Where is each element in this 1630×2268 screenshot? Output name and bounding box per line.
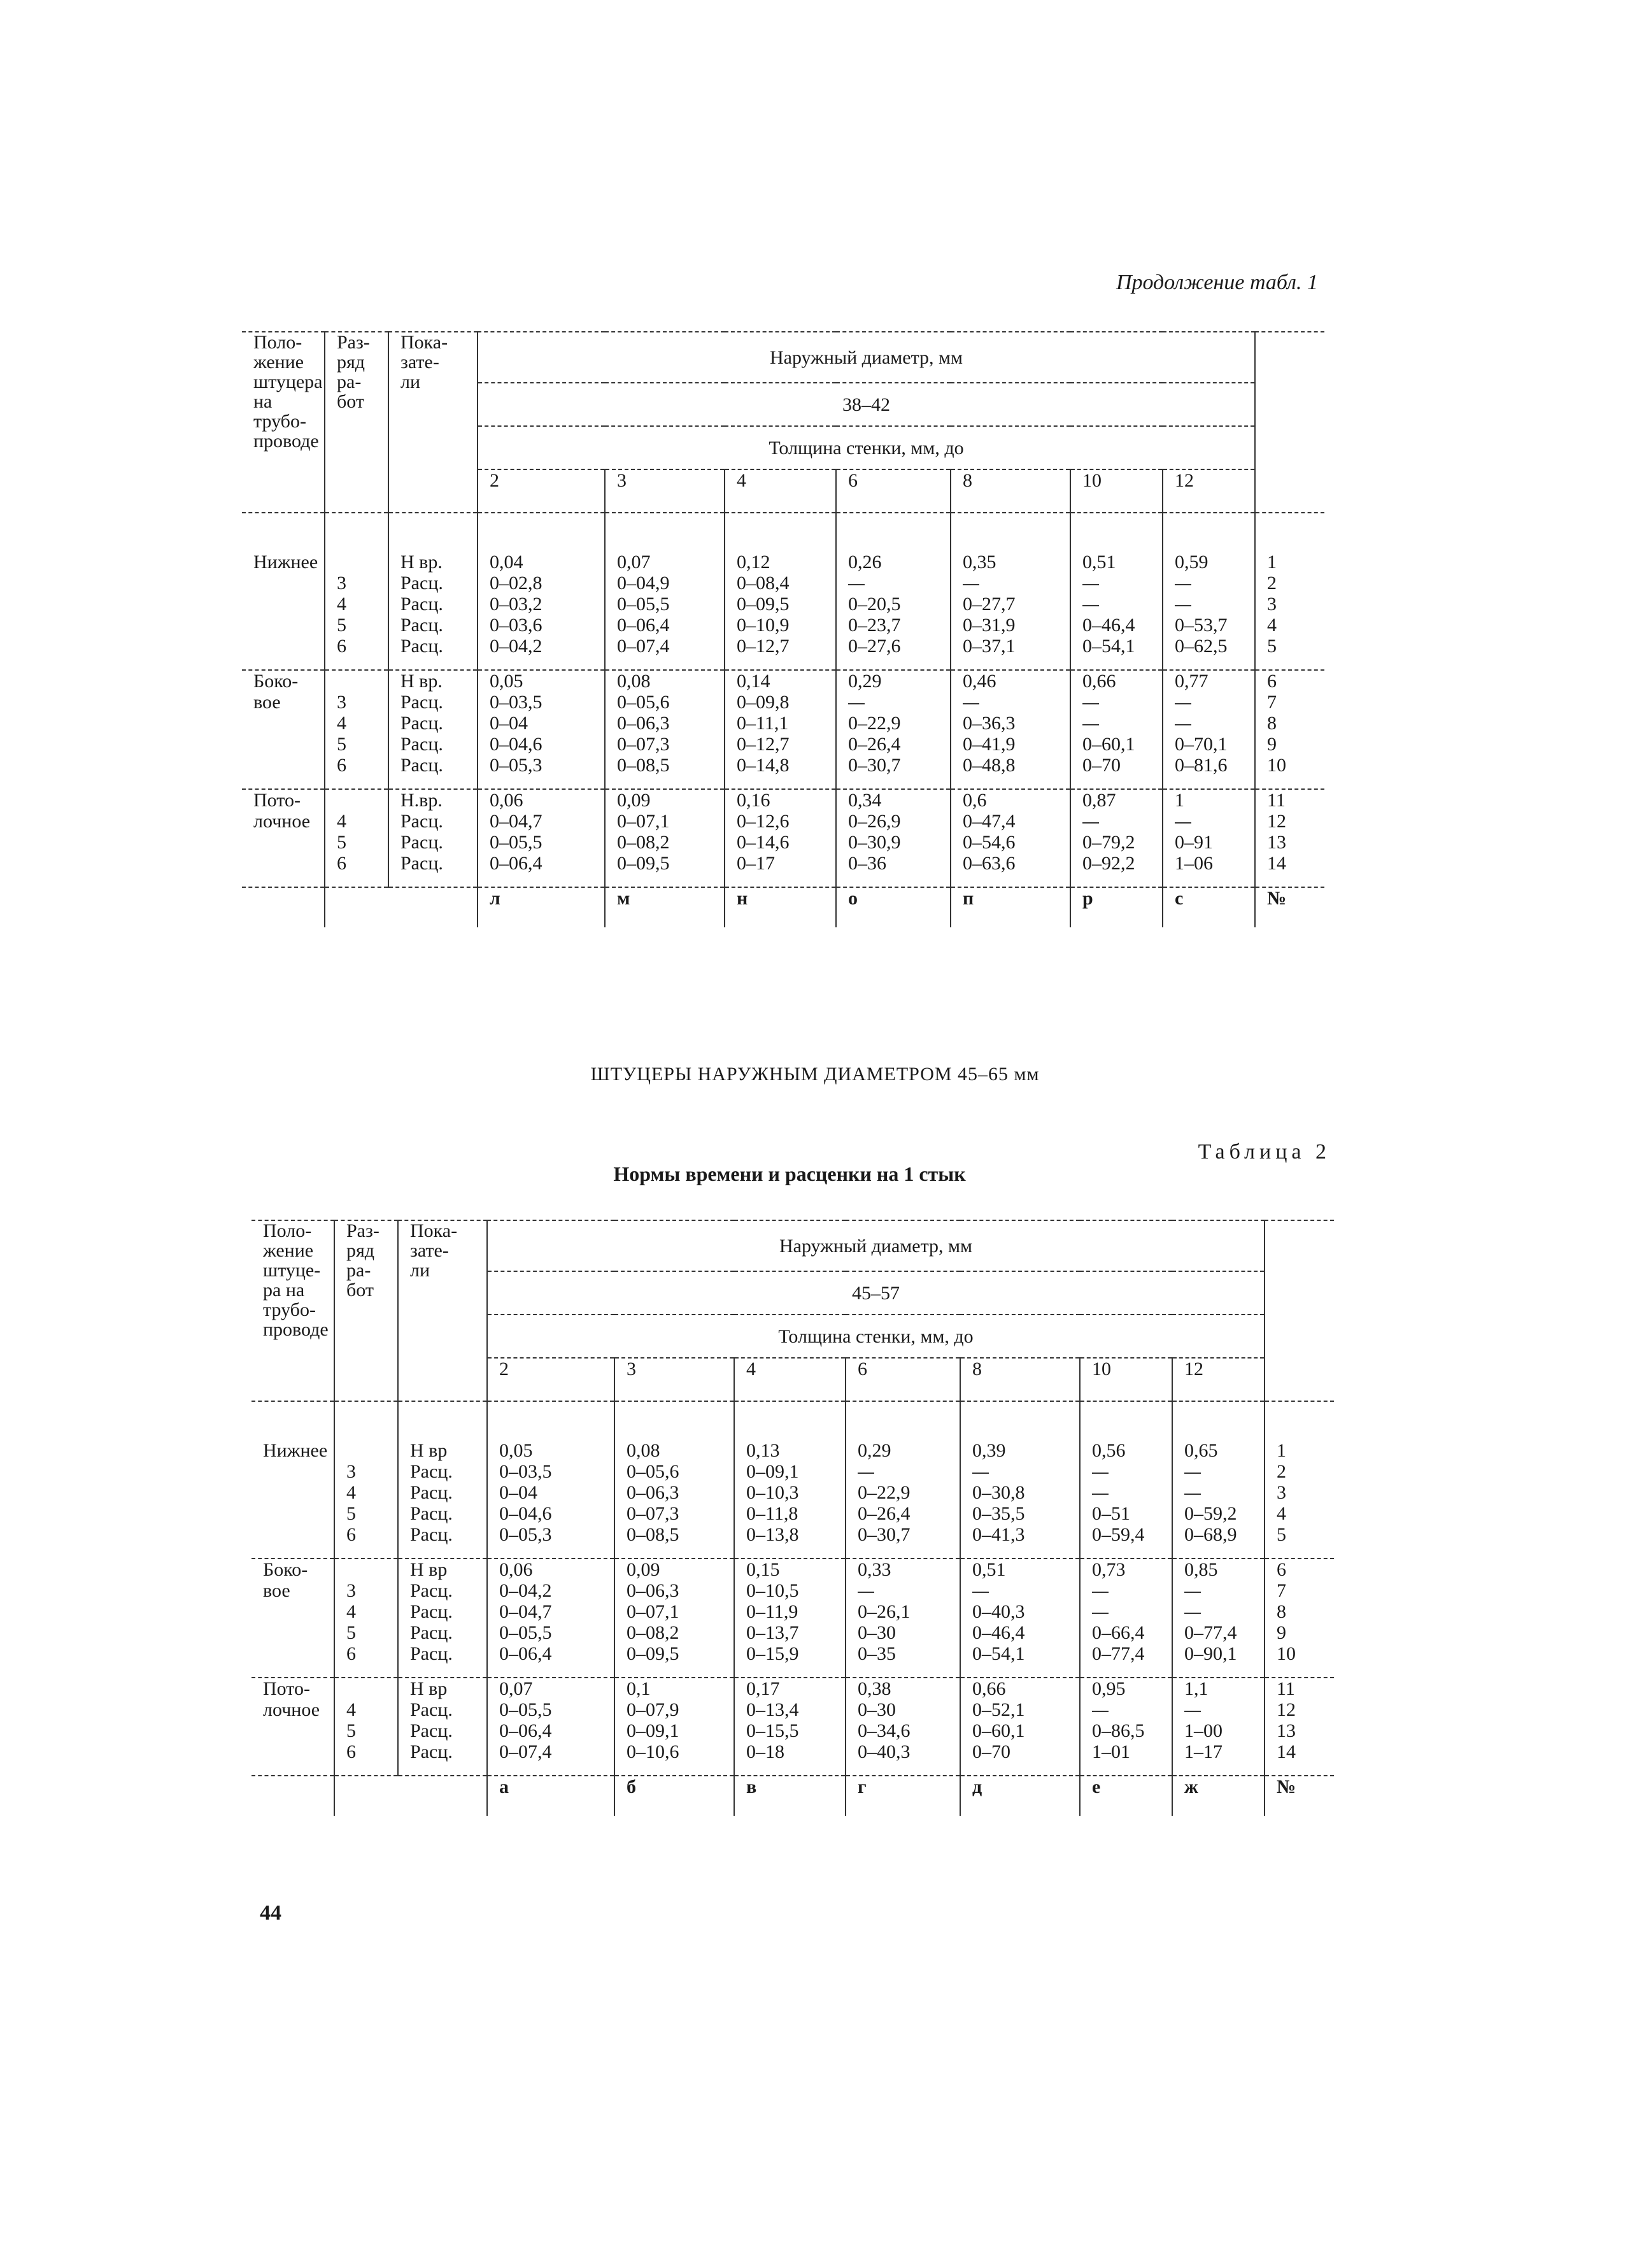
value-cell: 0,95 0–86,5 1–01 [1080,1678,1172,1762]
col-header-indicators: Пока- зате- ли [388,332,478,469]
column-letter: л [478,888,605,927]
thickness-value: 10 [1080,1358,1172,1401]
thickness-value: 4 [734,1358,846,1401]
value-cell: 0,15 0–10,5 0–11,9 0–13,7 0–15,9 [734,1559,846,1664]
value-cell: 0,14 0–09,8 0–11,1 0–12,7 0–14,8 [725,671,836,776]
norms-table-1 [242,331,1324,927]
gap-cell [960,1664,1080,1678]
continuation-label: Продолжение табл. 1 [1116,271,1318,294]
value-cell: 0,12 0–08,4 0–09,5 0–10,9 0–12,7 [725,513,836,657]
indicator-list: Н вр Расц. Расц. Расц. [398,1678,487,1762]
gap-cell [951,874,1070,887]
value-cell: 0,51 0–46,4 0–54,1 [1070,513,1163,657]
gap-cell [325,657,388,670]
header-spacer [325,469,388,513]
value-cell: 0,85 0–77,4 0–90,1 [1172,1559,1265,1664]
gap-cell [725,776,836,789]
header-spacer [242,469,325,513]
grade-list: 3 4 5 6 [334,1402,398,1545]
value-cell: 0,33 0–26,1 0–30 0–35 [846,1559,960,1664]
thickness-value: 6 [836,469,951,513]
column-letter: д [960,1776,1080,1816]
gap-cell [1080,1762,1172,1776]
value-cell: 0,46 0–36,3 0–41,9 0–48,8 [951,671,1070,776]
gap-cell [1163,874,1255,887]
gap-cell [1070,776,1163,789]
column-letter: о [836,888,951,927]
header-spacer [398,1358,487,1401]
thickness-value: 12 [1172,1358,1265,1401]
col-header-position: Поло- жение штуцера на трубо- проводе [253,332,323,452]
value-cell: 0,51 0–40,3 0–46,4 0–54,1 [960,1559,1080,1664]
thickness-value: 6 [846,1358,960,1401]
gap-cell [1255,657,1324,670]
thickness-value: 3 [614,1358,734,1401]
value-cell: 0,06 0–04,7 0–05,5 0–06,4 [478,790,605,874]
col-header-grade: Раз- ряд ра- бот [334,1221,398,1358]
value-cell: 0,65 0–59,2 0–68,9 [1172,1402,1265,1545]
gap-cell [252,1664,334,1678]
gap-cell [1255,776,1324,789]
value-cell: 0,08 0–05,6 0–06,3 0–07,3 0–08,5 [614,1402,734,1545]
value-cell: 1,1 1–00 1–17 [1172,1678,1265,1762]
value-cell: 0,56 0–51 0–59,4 [1080,1402,1172,1545]
value-cell: 0,39 0–30,8 0–35,5 0–41,3 [960,1402,1080,1545]
gap-cell [1265,1545,1334,1558]
row-number-header [1265,1221,1334,1358]
gap-cell [388,874,478,887]
value-cell: 0,66 0–52,1 0–60,1 0–70 [960,1678,1080,1762]
position-label: Нижнее [253,552,318,573]
gap-cell [846,1664,960,1678]
number-symbol: № [1255,888,1324,927]
number-symbol: № [1265,1776,1334,1816]
gap-cell [734,1545,846,1558]
gap-cell [836,776,951,789]
thickness-value: 3 [605,469,725,513]
gap-cell [325,874,388,887]
gap-cell [1265,1762,1334,1776]
section-title: ШТУЦЕРЫ НАРУЖНЫМ ДИАМЕТРОМ 45–65 мм [590,1064,1040,1085]
col-header-indicators: Пока- зате- ли [398,1221,487,1358]
position-label: Нижнее [263,1440,328,1461]
norms-table-2 [252,1220,1334,1816]
gap-cell [334,1545,398,1558]
gap-cell [1070,874,1163,887]
value-cell: 0,34 0–26,9 0–30,9 0–36 [836,790,951,874]
gap-cell [614,1664,734,1678]
page-number: 44 [260,1901,281,1925]
gap-cell [734,1762,846,1776]
row-numbers: 6 7 8 9 10 [1255,671,1324,776]
value-cell: 0,26 0–20,5 0–23,7 0–27,6 [836,513,951,657]
thickness-value: 2 [478,469,605,513]
column-letter: н [725,888,836,927]
position-label: Боко- вое [263,1559,308,1601]
value-cell: 0,1 0–07,9 0–09,1 0–10,6 [614,1678,734,1762]
gap-cell [725,874,836,887]
gap-cell [951,657,1070,670]
column-letter: р [1070,888,1163,927]
gap-cell [1172,1545,1265,1558]
gap-cell [325,776,388,789]
col-header-grade: Раз- ряд ра- бот [325,332,388,469]
gap-cell [242,776,325,789]
thickness-header: Толщина стенки, мм, до [478,426,1255,469]
indicator-list: Н вр. Расц. Расц. Расц. Расц. [388,513,478,657]
header-spacer [1255,469,1324,513]
gap-cell [1163,776,1255,789]
gap-cell [836,657,951,670]
value-cell: 0,6 0–47,4 0–54,6 0–63,6 [951,790,1070,874]
position-label: Пото- лочное [253,790,311,832]
gap-cell [960,1545,1080,1558]
thickness-header: Толщина стенки, мм, до [487,1315,1265,1358]
column-letter: м [605,888,725,927]
gap-cell [398,1545,487,1558]
value-cell: 0,73 0–66,4 0–77,4 [1080,1559,1172,1664]
gap-cell [487,1664,614,1678]
gap-cell [846,1762,960,1776]
gap-cell [1172,1762,1265,1776]
value-cell: 0,59 0–53,7 0–62,5 [1163,513,1255,657]
col-header-position: Поло- жение штуце- ра на трубо- проводе [263,1220,329,1340]
gap-cell [836,874,951,887]
grade-list: 4 5 6 [325,790,388,874]
footer-spacer [252,1776,334,1816]
gap-cell [605,776,725,789]
value-cell: 0,04 0–02,8 0–03,2 0–03,6 0–04,2 [478,513,605,657]
column-letter: п [951,888,1070,927]
gap-cell [252,1762,334,1776]
position-label: Пото- лочное [263,1678,320,1720]
gap-cell [242,874,325,887]
value-cell: 0,07 0–05,5 0–06,4 0–07,4 [487,1678,614,1762]
table-2-caption: Нормы времени и расценки на 1 стык [613,1162,966,1185]
gap-cell [398,1664,487,1678]
grade-list: 4 5 6 [334,1678,398,1762]
gap-cell [1172,1664,1265,1678]
indicator-list: Н вр Расц. Расц. Расц. Расц. [398,1559,487,1664]
row-numbers: 6 7 8 9 10 [1265,1559,1334,1664]
gap-cell [1265,1664,1334,1678]
gap-cell [1080,1664,1172,1678]
column-letter: в [734,1776,846,1816]
column-letter: б [614,1776,734,1816]
row-numbers: 1 2 3 4 5 [1255,513,1324,657]
gap-cell [478,776,605,789]
value-cell: 0,66 0–60,1 0–70 [1070,671,1163,776]
value-cell: 0,29 0–22,9 0–26,4 0–30,7 [846,1402,960,1545]
value-cell: 0,08 0–05,6 0–06,3 0–07,3 0–08,5 [605,671,725,776]
column-letter: г [846,1776,960,1816]
gap-cell [614,1545,734,1558]
indicator-list: Н вр. Расц. Расц. Расц. Расц. [388,671,478,776]
gap-cell [334,1762,398,1776]
row-numbers: 1 2 3 4 5 [1265,1402,1334,1545]
column-letter: ж [1172,1776,1265,1816]
table-2-label: Таблица 2 [1198,1140,1331,1164]
value-cell: 0,05 0–03,5 0–04 0–04,6 0–05,3 [478,671,605,776]
value-cell: 0,17 0–13,4 0–15,5 0–18 [734,1678,846,1762]
gap-cell [614,1762,734,1776]
gap-cell [252,1545,334,1558]
diameter-header: Наружный диаметр, мм [487,1221,1265,1271]
column-letter: а [487,1776,614,1816]
diameter-range: 45–57 [487,1271,1265,1315]
row-numbers: 11 12 13 14 [1255,790,1324,874]
value-cell: 0,29 0–22,9 0–26,4 0–30,7 [836,671,951,776]
value-cell: 0,35 0–27,7 0–31,9 0–37,1 [951,513,1070,657]
footer-spacer [398,1776,487,1816]
footer-spacer [325,888,388,927]
value-cell: 0,38 0–30 0–34,6 0–40,3 [846,1678,960,1762]
gap-cell [734,1664,846,1678]
value-cell: 0,05 0–03,5 0–04 0–04,6 0–05,3 [487,1402,614,1545]
row-number-header [1255,332,1324,469]
thickness-value: 4 [725,469,836,513]
grade-list: 3 4 5 6 [325,513,388,657]
gap-cell [487,1762,614,1776]
value-cell: 0,16 0–12,6 0–14,6 0–17 [725,790,836,874]
value-cell: 0,87 0–79,2 0–92,2 [1070,790,1163,874]
value-cell: 0,13 0–09,1 0–10,3 0–11,8 0–13,8 [734,1402,846,1545]
footer-spacer [334,1776,398,1816]
diameter-range: 38–42 [478,383,1255,426]
footer-spacer [242,888,325,927]
gap-cell [605,657,725,670]
gap-cell [242,657,325,670]
gap-cell [334,1664,398,1678]
thickness-value: 8 [960,1358,1080,1401]
row-numbers: 11 12 13 14 [1265,1678,1334,1762]
header-spacer [252,1358,334,1401]
gap-cell [951,776,1070,789]
thickness-value: 10 [1070,469,1163,513]
value-cell: 0,77 0–70,1 0–81,6 [1163,671,1255,776]
value-cell: 0,06 0–04,2 0–04,7 0–05,5 0–06,4 [487,1559,614,1664]
gap-cell [388,657,478,670]
header-spacer [1265,1358,1334,1401]
gap-cell [398,1762,487,1776]
value-cell: 0,07 0–04,9 0–05,5 0–06,4 0–07,4 [605,513,725,657]
value-cell: 1 0–91 1–06 [1163,790,1255,874]
position-label: Боко- вое [253,671,299,713]
gap-cell [846,1545,960,1558]
header-spacer [388,469,478,513]
diameter-header: Наружный диаметр, мм [478,332,1255,383]
indicator-list: Н вр Расц. Расц. Расц. Расц. [398,1402,487,1545]
grade-list: 3 4 5 6 [325,671,388,776]
gap-cell [1080,1545,1172,1558]
thickness-value: 12 [1163,469,1255,513]
column-letter: с [1163,888,1255,927]
gap-cell [487,1545,614,1558]
footer-spacer [388,888,478,927]
gap-cell [1163,657,1255,670]
indicator-list: Н.вр. Расц. Расц. Расц. [388,790,478,874]
gap-cell [960,1762,1080,1776]
gap-cell [1070,657,1163,670]
gap-cell [725,657,836,670]
gap-cell [478,874,605,887]
grade-list: 3 4 5 6 [334,1559,398,1664]
gap-cell [1255,874,1324,887]
thickness-value: 2 [487,1358,614,1401]
thickness-value: 8 [951,469,1070,513]
gap-cell [478,657,605,670]
gap-cell [605,874,725,887]
value-cell: 0,09 0–06,3 0–07,1 0–08,2 0–09,5 [614,1559,734,1664]
gap-cell [388,776,478,789]
value-cell: 0,09 0–07,1 0–08,2 0–09,5 [605,790,725,874]
header-spacer [334,1358,398,1401]
column-letter: е [1080,1776,1172,1816]
